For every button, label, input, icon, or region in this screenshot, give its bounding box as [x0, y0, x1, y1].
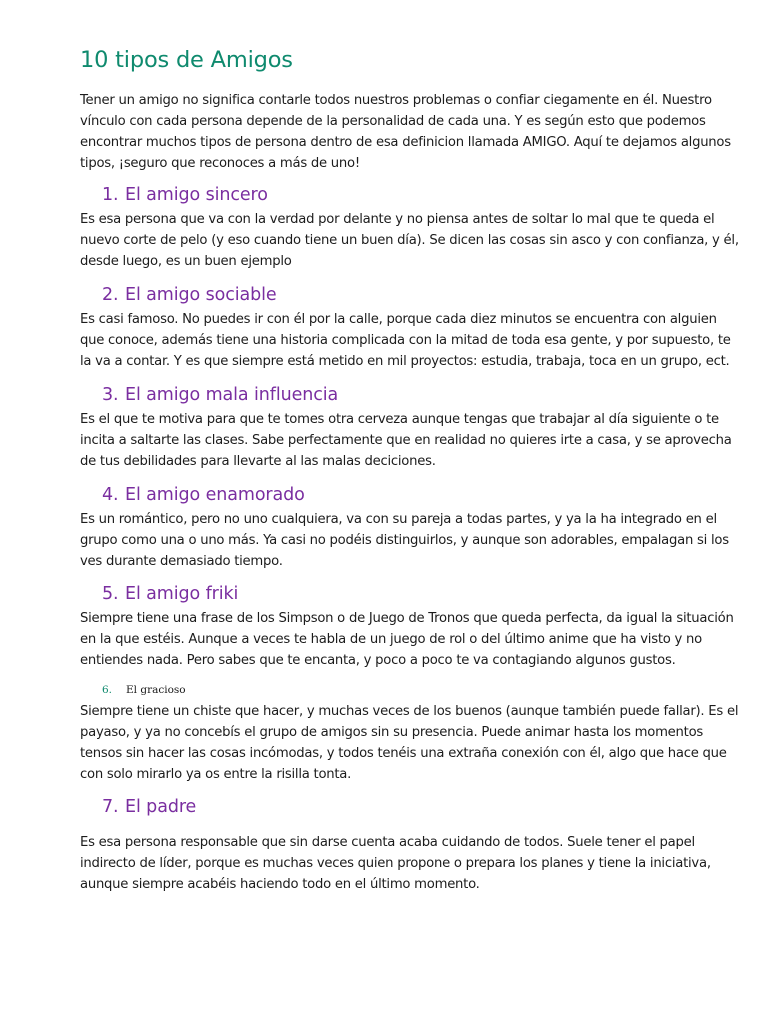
section-body-7: Es esa persona responsable que sin darse cuenta acaba cuidando de todos. Suele tener el papel indirecto de líder, porque es muchas veces quien propone o prepara los planes y tiene la iniciativa, aunque siempre acabéis haciendo todo en el último momento. [80, 835, 711, 892]
section-number: 2. [102, 285, 119, 305]
section-body-1: Es esa persona que va con la verdad por delante y no piensa antes de soltar lo mal que te queda el nuevo corte de pelo (y eso cuando tiene un buen día). Se dicen las cosas sin asco y con confianza, y él, desde luego, es un buen ejemplo [80, 212, 739, 269]
section-title: El amigo enamorado [125, 485, 305, 505]
section-heading-1 [102, 185, 268, 205]
page-title: 10 tipos de Amigos [80, 47, 293, 73]
section-body-2: Es casi famoso. No puedes ir con él por la calle, porque cada diez minutos se encuentra con alguien que conoce, además tiene una historia complicada con la mitad de toda esa gente, y por supuesto, te la va a contar. Y es que siempre está metido en mil proyectos: estudia, trabaja, toca en un grupo, ect. [80, 312, 731, 369]
section-title: El padre [125, 797, 197, 817]
section-title: El amigo sincero [125, 185, 268, 205]
section-number: 1. [102, 185, 119, 205]
section-number: 6. [102, 684, 113, 696]
section-heading-6 [102, 684, 186, 696]
section-body-3: Es el que te motiva para que te tomes otra cerveza aunque tengas que trabajar al día siguiente o te incita a saltarte las clases. Sabe perfectamente que en realidad no quieres irte a casa, y se aprovecha de tus debilidades para llevarte al las malas deciciones. [80, 412, 732, 469]
section-number: 5. [102, 584, 119, 604]
section-number: 3. [102, 385, 119, 405]
section-heading-2 [102, 285, 277, 305]
section-body-5: Siempre tiene una frase de los Simpson o de Juego de Tronos que queda perfecta, da igual la situación en la que estéis. Aunque a veces te habla de un juego de rol o del último anime que ha visto y no entiendes nada. Pero sabes que te encanta, y poco a poco te va contagiando algunos gustos. [80, 611, 734, 668]
section-number: 7. [102, 797, 119, 817]
intro-paragraph: Tener un amigo no significa contarle todos nuestros problemas o confiar ciegamente en él. Nuestro vínculo con cada persona depende de la personalidad de cada una. Y es según esto que podemos encontrar muchos tipos de persona dentro de esa definicion llamada AMIGO. Aquí te dejamos algunos tipos, ¡seguro que reconoces a más de uno! [80, 93, 731, 171]
section-heading-5 [102, 584, 238, 604]
section-title: El amigo friki [125, 584, 239, 604]
section-heading-3 [102, 385, 338, 405]
section-number: 4. [102, 485, 119, 505]
section-title: El amigo mala influencia [125, 385, 339, 405]
section-body-6: Siempre tiene un chiste que hacer, y muchas veces de los buenos (aunque también puede fallar). Es el payaso, y ya no concebís el grupo de amigos sin su presencia. Puede animar hasta los momentos tensos sin hacer las cosas incómodas, y todos tenéis una extraña conexión con él, algo que hace que con solo mirarlo ya os entre la risilla tonta. [80, 704, 739, 782]
section-body-4: Es un romántico, pero no uno cualquiera, va con su pareja a todas partes, y ya la ha integrado en el grupo como una o uno más. Ya casi no podéis distinguirlos, y aunque son adorables, empalagan si los ves durante demasiado tiempo. [80, 512, 729, 569]
section-title: El gracioso [126, 684, 186, 696]
section-heading-7 [102, 797, 196, 817]
section-heading-4 [102, 485, 305, 505]
section-title: El amigo sociable [125, 285, 277, 305]
